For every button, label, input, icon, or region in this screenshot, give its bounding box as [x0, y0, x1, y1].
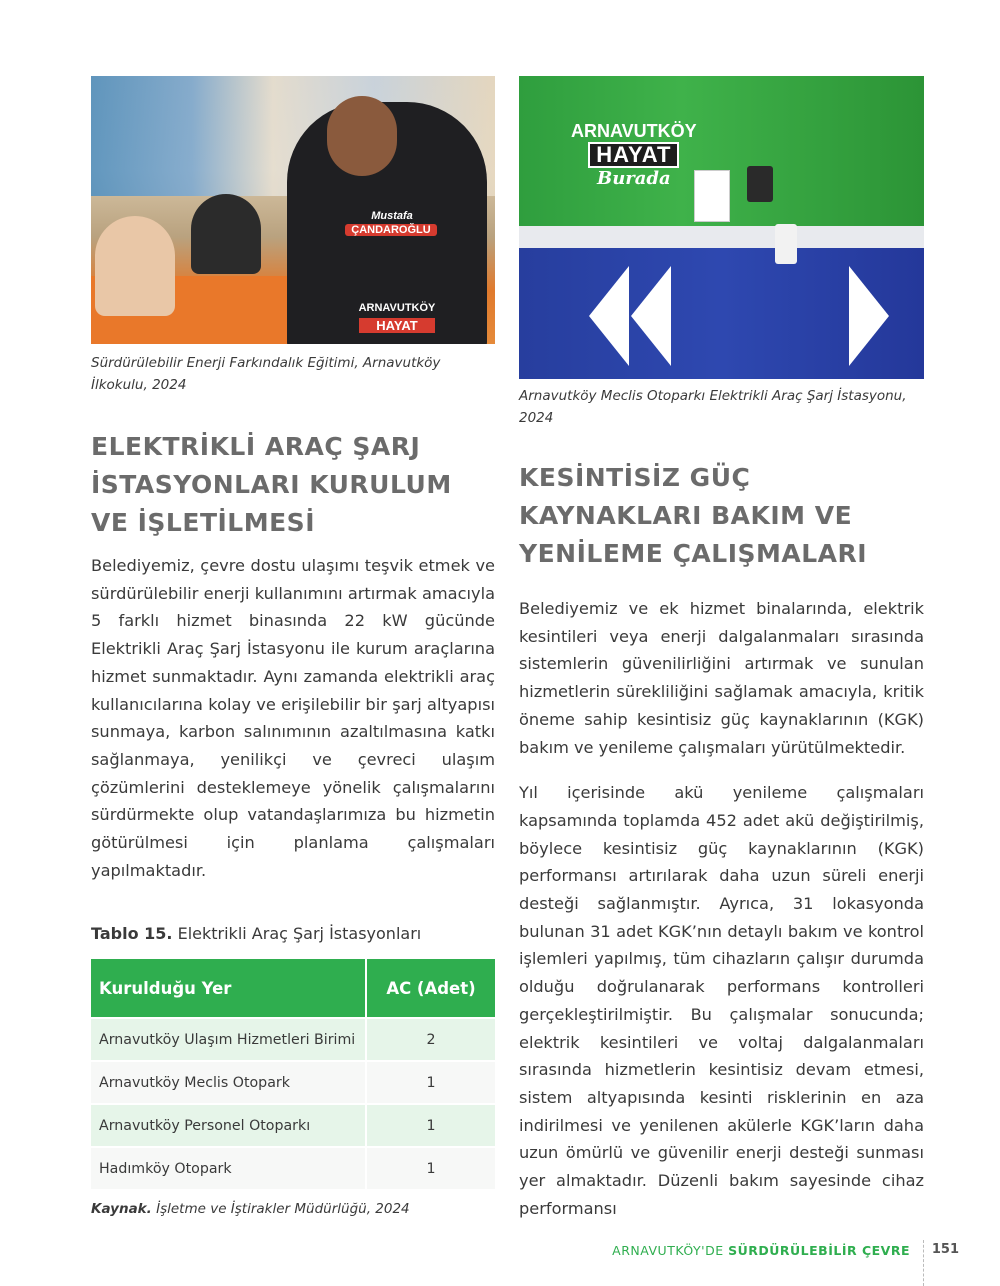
ups-paragraph-1: Belediyemiz ve ek hizmet binalarında, elektrik kesintileri veya enerji dalgalanmaları sırasında sistemlerin güvenilirliğini artırmak ve sunulan hizmetlerin sürekliliğini sağlamak amacıyla, kritik öneme sahip kesintisiz güç kaynaklarının (KGK) bakım ve yenileme çalışmaları yürütülmektedir. [519, 599, 924, 757]
classroom-photo [91, 76, 495, 344]
table-header-row [91, 959, 495, 1018]
logo-line-1: ARNAVUTKÖY [571, 121, 697, 141]
vest-name-small: Mustafa [371, 210, 413, 222]
table-source [91, 1201, 495, 1217]
section-heading-ups: KESİNTİSİZ GÜÇ KAYNAKLARI BAKIM VE YENİLEME ÇALIŞMALARI [519, 463, 868, 568]
photo-caption-left: Sürdürülebilir Enerji Farkındalık Eğitimi, Arnavutköy İlkokulu, 2024 [91, 355, 441, 393]
charging-sign [694, 170, 730, 222]
table-row [91, 1061, 495, 1104]
table-source-text: İşletme ve İştirakler Müdürlüğü, 2024 [151, 1201, 410, 1218]
table-cell-location: Arnavutköy Personel Otoparkı [91, 1104, 366, 1147]
table-cell-location: Hadımköy Otopark [91, 1147, 366, 1189]
left-column [91, 76, 495, 1217]
vest-logo-hayat: HAYAT [359, 318, 435, 333]
parking-charger-photo [519, 76, 924, 379]
table-row [91, 1147, 495, 1189]
logo-line-2: HAYAT [588, 142, 679, 168]
charging-stations-table [91, 959, 495, 1189]
footer-divider [923, 1240, 925, 1286]
ev-charging-paragraph: Belediyemiz, çevre dostu ulaşımı teşvik etmek ve sürdürülebilir enerji kullanımını artırmak amacıyla 5 farklı hizmet binasında 22 kW gücünde Elektrikli Araç Şarj İstasyonu ile kurum araçlarına hizmet sunmaktadır. Aynı zamanda elektrikli araç kullanıcılarına kolay ve erişilebilir bir şarj altyapısı sunmaya, karbon salınımının azaltılmasına katkı sağlanmaya, yenilikçi ve çevreci ulaşım çözümlerini desteklemeye yönelik çalışmalarını sürdürmekte olup vatandaşlarımıza bu hizmetin götürülmesi için planlama çalışmaları yapılmaktadır. [91, 556, 495, 880]
table-cell-location: Arnavutköy Ulaşım Hizmetleri Birimi [91, 1018, 366, 1061]
right-column [519, 76, 924, 1222]
ups-paragraph-2: Yıl içerisinde akü yenileme çalışmaları kapsamında toplamda 452 adet akü değiştirilmiş, böylece kesintisiz güç kaynaklarının (KGK) performansı artırılarak daha uzun süreli enerji desteği sağlanmıştır. Ayrıca, 31 lokasyonda bulunan 31 adet KGK’nın detaylı bakım ve kontrol işlemleri yapılmış, tüm cihazların çalışır durumda olduğu doğrulanarak performans kontrolleri gerçekleştirilmiştir. Bu çalışmalar sonucunda; elektrik kesintileri ve voltaj dalgalanmaları sırasında hizmetlerin kesintisiz devam etmesi, sistem altyapısında kesinti risklerinin en aza indirilmesi ve yenilenen akülerle KGK’ların daha uzun ömürlü ve güvenilir enerji desteği sunması yer almaktadır. Düzenli bakım sayesinde cihaz performansı [519, 783, 924, 1218]
table-cell-ac-count: 2 [366, 1018, 495, 1061]
charger-socket [775, 224, 797, 264]
section-heading-ev-charging: ELEKTRİKLİ ARAÇ ŞARJ İSTASYONLARI KURULUM VE İŞLETİLMESİ [91, 432, 452, 537]
table-source-label: Kaynak. [91, 1201, 152, 1218]
table-caption-text: Elektrikli Araç Şarj İstasyonları [172, 924, 422, 944]
vest-name: ÇANDAROĞLU [345, 224, 437, 236]
vest-logo-top: ARNAVUTKÖY [358, 302, 436, 314]
footer-title [612, 1243, 910, 1258]
charger-unit [747, 166, 773, 202]
table-row [91, 1104, 495, 1147]
column-header-location: Kurulduğu Yer [91, 959, 366, 1018]
column-header-ac-count: AC (Adet) [366, 959, 495, 1018]
logo-line-3: Burada [596, 168, 671, 189]
hayat-logo [571, 120, 697, 190]
table-cell-ac-count: 1 [366, 1147, 495, 1189]
footer-prefix: ARNAVUTKÖY'DE [612, 1243, 729, 1258]
table-row [91, 1018, 495, 1061]
footer-highlight: SÜRDÜRÜLEBİLİR ÇEVRE [728, 1243, 910, 1258]
table-cell-location: Arnavutköy Meclis Otopark [91, 1061, 366, 1104]
table-caption-label: Tablo 15. [91, 924, 173, 944]
table-cell-ac-count: 1 [366, 1061, 495, 1104]
photo-caption-right: Arnavutköy Meclis Otoparkı Elektrikli Araç Şarj İstasyonu, 2024 [519, 388, 907, 426]
page-number: 151 [931, 1242, 959, 1257]
table-cell-ac-count: 1 [366, 1104, 495, 1147]
table-caption [91, 924, 495, 943]
page-footer [600, 1240, 970, 1264]
